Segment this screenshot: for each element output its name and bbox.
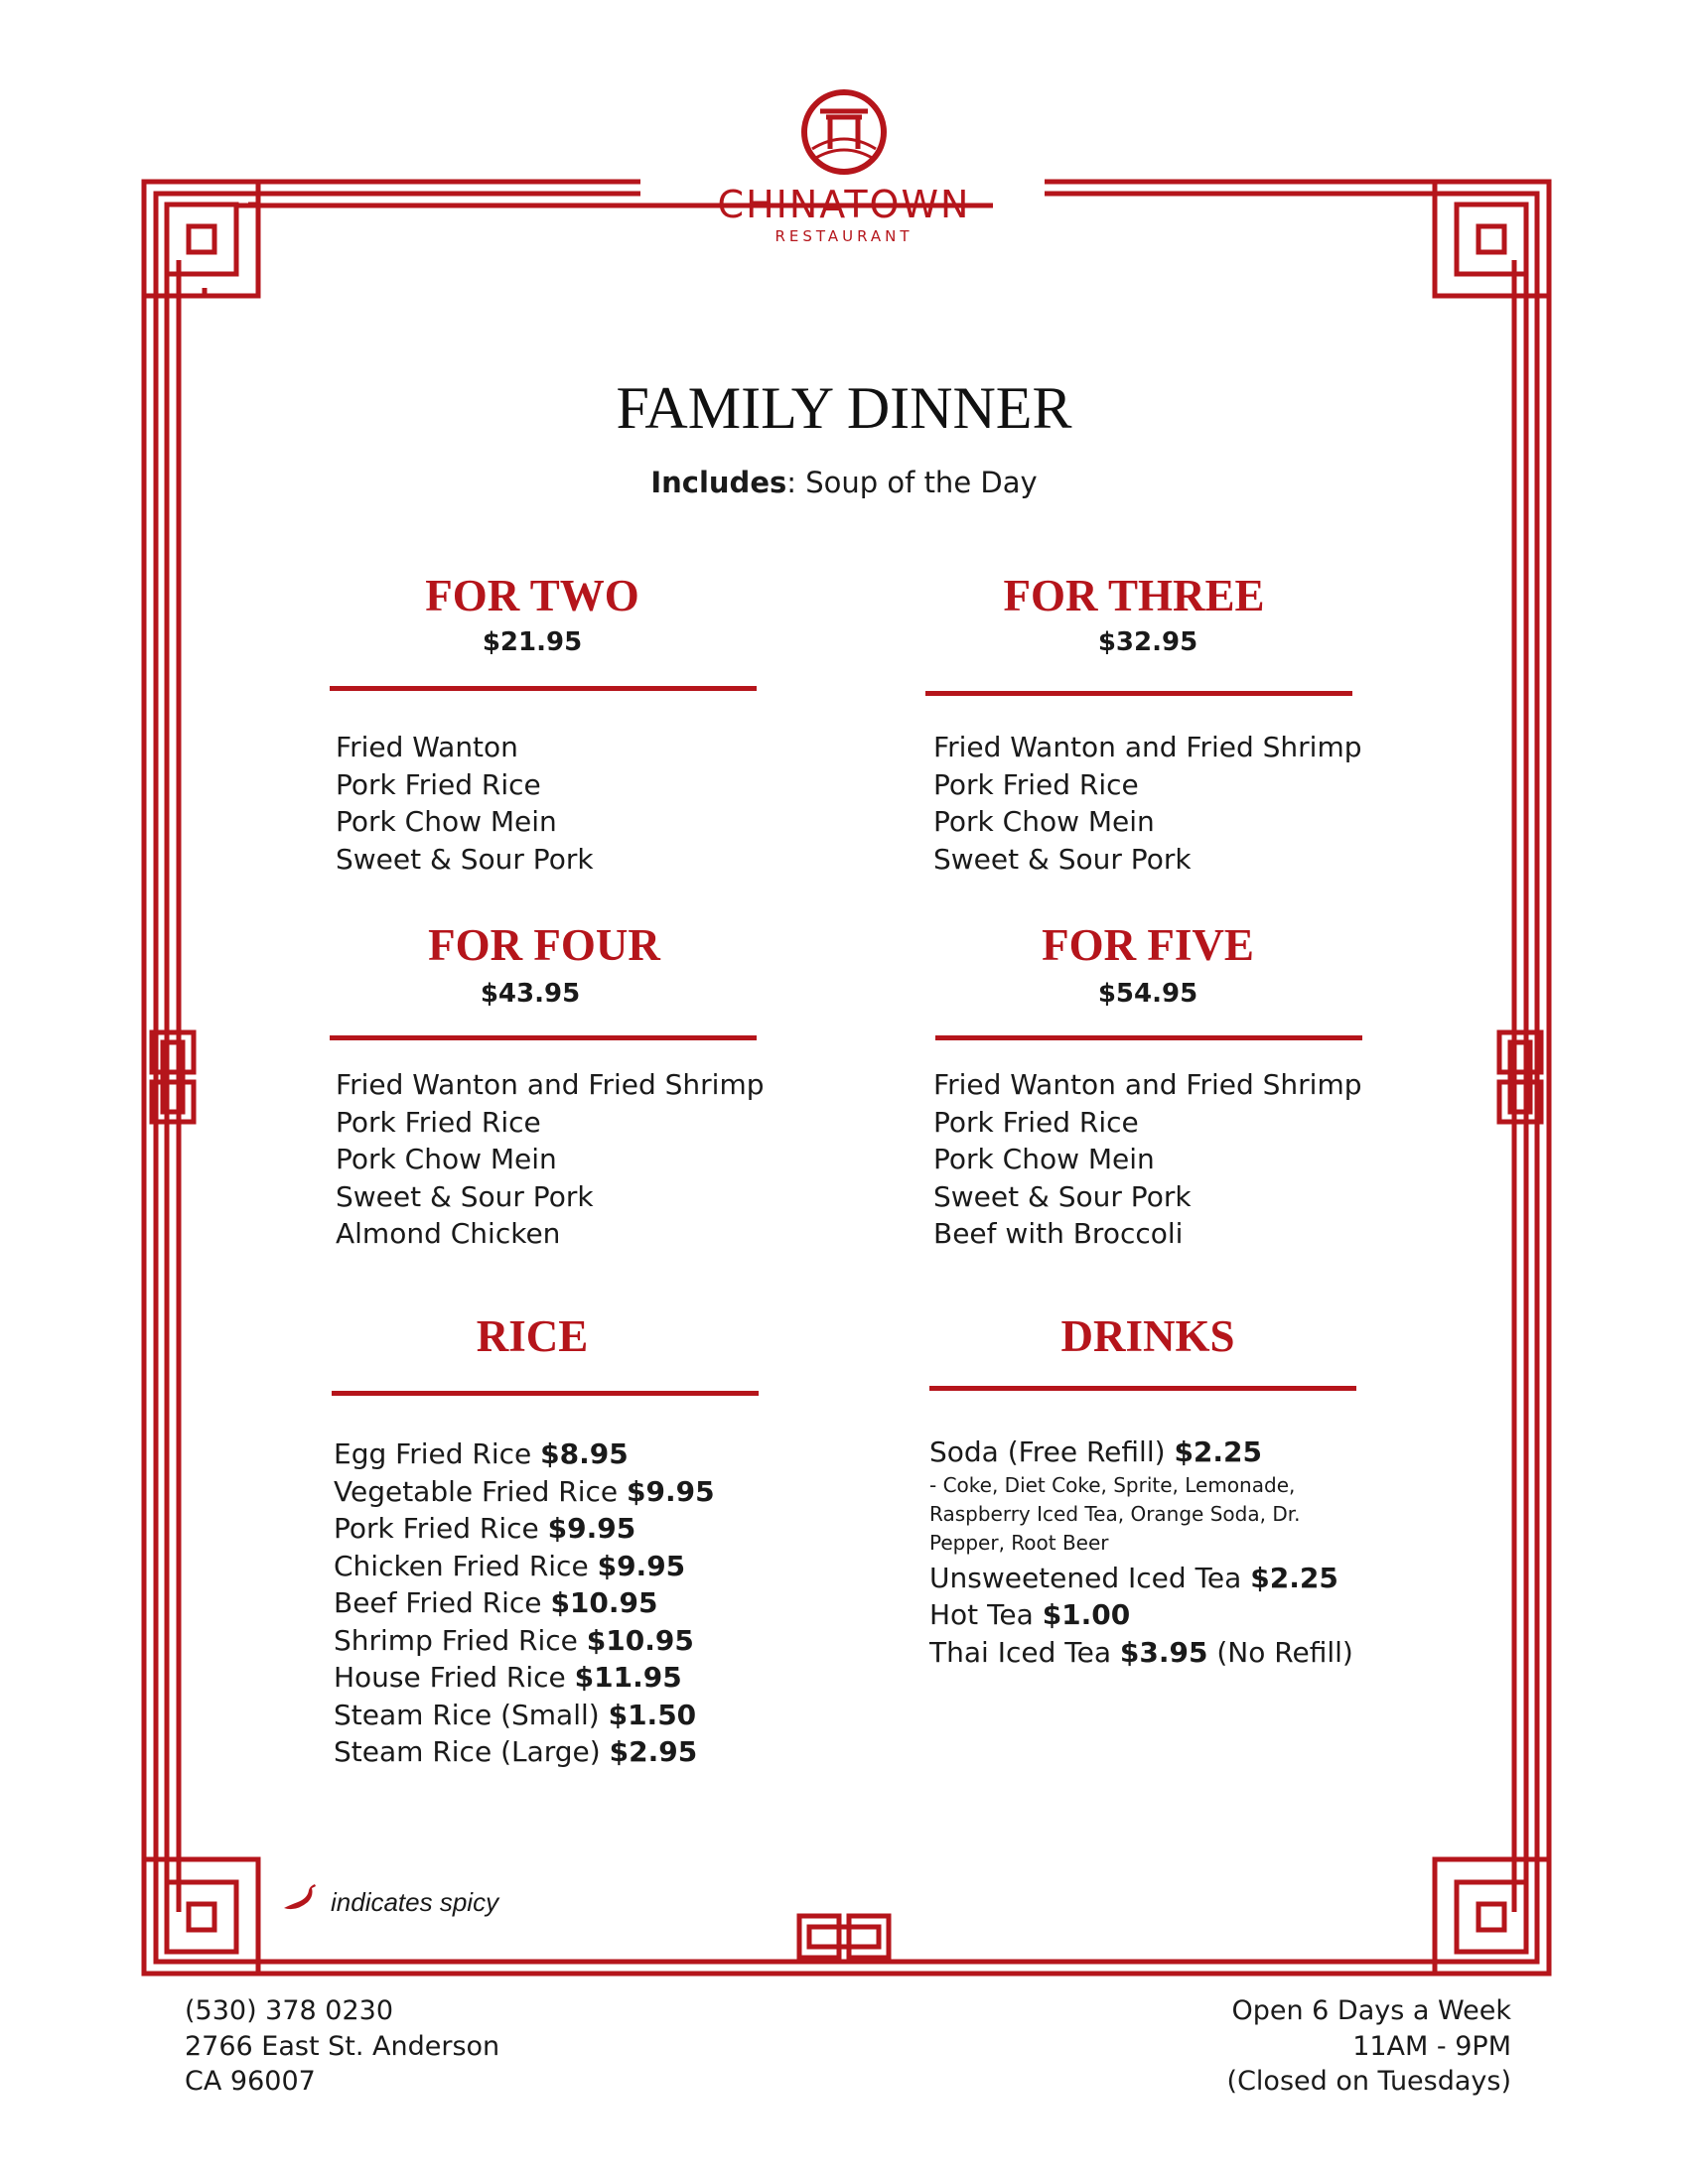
list-item: Pork Fried Rice — [336, 1105, 541, 1139]
menu-item — [334, 1584, 715, 1622]
item-name: Egg Fried Rice — [334, 1437, 532, 1470]
menu-item — [334, 1473, 715, 1511]
section-title-for-two: FOR TWO — [425, 571, 639, 620]
spicy-legend-text: indicates spicy — [331, 1887, 499, 1917]
menu-item — [929, 1634, 1353, 1672]
item-price: $11.95 — [574, 1661, 682, 1694]
menu-item — [334, 1435, 715, 1473]
list-item: Sweet & Sour Pork — [336, 842, 594, 876]
section-title-drinks: DRINKS — [1060, 1311, 1235, 1361]
item-name: Pork Fried Rice — [334, 1512, 539, 1545]
list-item: Fried Wanton and Fried Shrimp — [933, 1068, 1362, 1101]
list-item: Pork Fried Rice — [933, 767, 1139, 801]
item-name: Thai Iced Tea — [929, 1635, 1111, 1669]
menu-item — [334, 1548, 715, 1585]
item-price: $9.95 — [627, 1474, 715, 1508]
item-name: (No Refill) — [1216, 1635, 1353, 1669]
soda-flavors — [929, 1471, 1353, 1558]
item-name: Steam Rice (Large) — [334, 1735, 601, 1768]
items-for-two — [336, 729, 594, 878]
contact-info — [185, 1993, 499, 2100]
item-name: House Fried Rice — [334, 1661, 566, 1694]
item-name: Pepper, Root Beer — [929, 1530, 1109, 1555]
menu-item — [334, 1659, 715, 1697]
item-name: Unsweetened Iced Tea — [929, 1561, 1242, 1594]
chili-pepper-icon — [282, 1882, 320, 1918]
list-item: Sweet & Sour Pork — [336, 1179, 594, 1213]
item-price: $9.95 — [547, 1512, 636, 1545]
item-name: Hot Tea — [929, 1598, 1034, 1631]
item-name: Steam Rice (Small) — [334, 1698, 600, 1731]
section-title-rice: RICE — [476, 1311, 589, 1361]
open-days: Open 6 Days a Week — [1231, 1995, 1511, 2026]
includes-text: : Soup of the Day — [786, 466, 1038, 499]
menu-item — [334, 1510, 715, 1548]
address-line-2: CA 96007 — [185, 2066, 316, 2097]
list-item: Pork Chow Mein — [336, 1143, 557, 1175]
list-item: Sweet & Sour Pork — [933, 1179, 1192, 1213]
menu-item — [334, 1733, 715, 1771]
list-item: Pork Chow Mein — [933, 805, 1155, 838]
section-divider — [330, 686, 757, 691]
phone-number: (530) 378 0230 — [185, 1995, 394, 2026]
item-name: - Coke, Diet Coke, Sprite, Lemonade, — [929, 1472, 1296, 1497]
section-price-for-two: $21.95 — [482, 627, 583, 657]
item-price: $8.95 — [540, 1437, 629, 1470]
item-price: $10.95 — [550, 1586, 658, 1619]
includes-line — [0, 465, 1688, 500]
includes-label: Includes — [650, 466, 787, 499]
rice-menu — [334, 1435, 715, 1771]
list-item: Pork Fried Rice — [336, 767, 541, 801]
list-item: Beef with Broccoli — [933, 1217, 1184, 1250]
item-name: Raspberry Iced Tea, Orange Soda, Dr. — [929, 1501, 1301, 1526]
brand-name: CHINATOWN — [717, 183, 971, 226]
items-for-three — [933, 729, 1362, 878]
menu-item — [334, 1697, 715, 1734]
item-price: $9.95 — [597, 1549, 686, 1582]
section-price-for-five: $54.95 — [1097, 979, 1198, 1009]
section-price-for-four: $43.95 — [480, 979, 581, 1009]
menu-item — [334, 1622, 715, 1660]
section-divider — [330, 1035, 757, 1040]
section-title-for-four: FOR FOUR — [428, 920, 660, 970]
hours-info — [1092, 1993, 1511, 2100]
item-name: Beef Fried Rice — [334, 1586, 542, 1619]
item-price: $2.95 — [609, 1735, 698, 1768]
section-price-for-three: $32.95 — [1097, 627, 1198, 657]
section-divider — [935, 1035, 1362, 1040]
drinks-menu — [929, 1433, 1353, 1671]
item-price: $3.95 — [1119, 1635, 1208, 1669]
section-title-for-five: FOR FIVE — [1042, 920, 1254, 970]
list-item: Pork Fried Rice — [933, 1105, 1139, 1139]
list-item: Fried Wanton and Fried Shrimp — [933, 731, 1362, 763]
page-title: FAMILY DINNER — [616, 375, 1072, 441]
menu-item — [929, 1560, 1353, 1597]
list-item: Sweet & Sour Pork — [933, 842, 1192, 876]
closed-day: (Closed on Tuesdays) — [1226, 2066, 1511, 2097]
list-item: Almond Chicken — [336, 1217, 561, 1250]
list-item: Fried Wanton — [336, 731, 518, 763]
open-hours: 11AM - 9PM — [1352, 2030, 1511, 2062]
list-item: Fried Wanton and Fried Shrimp — [336, 1068, 765, 1101]
item-price: $1.00 — [1042, 1598, 1131, 1631]
pagoda-gate-logo-icon — [804, 92, 884, 172]
item-price: $1.50 — [608, 1698, 697, 1731]
item-name: Vegetable Fried Rice — [334, 1474, 619, 1508]
section-divider — [929, 1386, 1356, 1391]
section-divider — [925, 691, 1352, 696]
items-for-four — [336, 1066, 765, 1253]
brand — [635, 183, 1053, 246]
list-item: Pork Chow Mein — [336, 805, 557, 838]
menu-item — [929, 1433, 1353, 1471]
items-for-five — [933, 1066, 1362, 1253]
item-name: Soda (Free Refill) — [929, 1435, 1166, 1468]
item-price: $10.95 — [586, 1623, 694, 1657]
section-title-for-three: FOR THREE — [1003, 571, 1265, 620]
item-name: Shrimp Fried Rice — [334, 1623, 578, 1657]
list-item: Pork Chow Mein — [933, 1143, 1155, 1175]
brand-subtitle: RESTAURANT — [774, 227, 914, 245]
item-price: $2.25 — [1174, 1435, 1263, 1468]
address-line-1: 2766 East St. Anderson — [185, 2030, 500, 2062]
item-name: Chicken Fried Rice — [334, 1549, 589, 1582]
menu-item — [929, 1596, 1353, 1634]
section-divider — [332, 1391, 759, 1396]
item-price: $2.25 — [1250, 1561, 1338, 1594]
